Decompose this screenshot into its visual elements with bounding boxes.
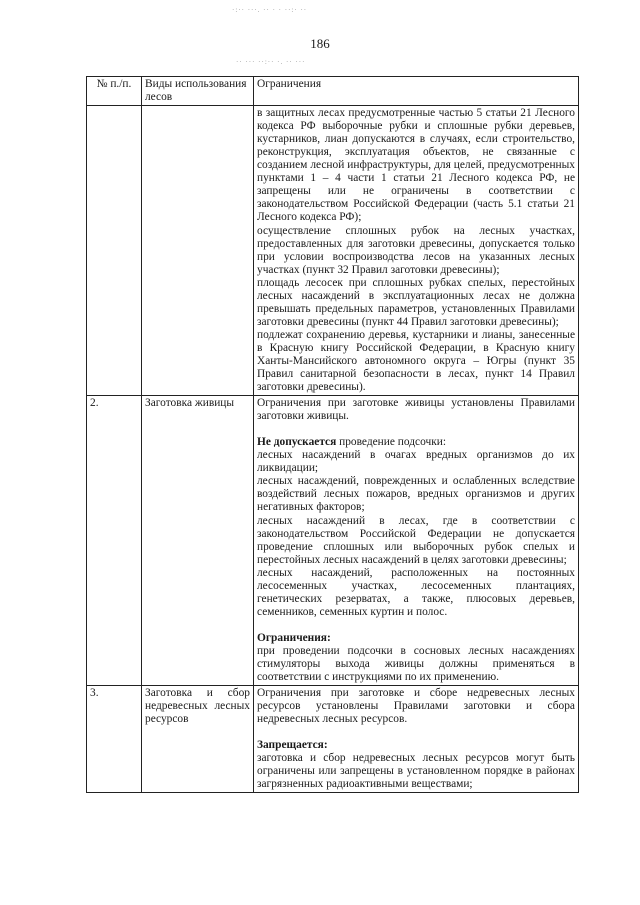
not-allowed-heading [257, 436, 575, 449]
row-restrictions [254, 396, 579, 686]
scan-noise: ·· ··· ··:·· ·. ·· ··· [236, 58, 306, 66]
row-number: 2. [87, 396, 142, 686]
restriction-paragraph: площадь лесосек при сплошных рубках спелых, перестойных лесных насаждений в эксплуатационных лесах не должна превышать предельных параметров, установленных Правилами заготовки древесины (пункт 44 Правил заготовки древесины); [257, 276, 575, 328]
table-row [87, 686, 579, 793]
table-row [87, 396, 579, 686]
header-restrictions: Ограничения [254, 77, 579, 106]
restriction-paragraph: осуществление сплошных рубок на лесных участках, предоставленных для заготовки древесины, допускается только при условии воспроизводства лесов на указанных лесных участках (пункт 32 Правил заготовки древесины); [257, 224, 575, 276]
table-row [87, 106, 579, 396]
row-number [87, 106, 142, 396]
scan-noise: ·:·· ···. ·· · · ··:· ·· [232, 6, 308, 14]
row-restrictions [254, 686, 579, 793]
restriction-intro: Ограничения при заготовке и сборе недревесных лесных ресурсов установлены Правилами заготовки и сбора недревесных лесных ресурсов. [257, 687, 575, 726]
restrictions-label: Ограничения: [257, 631, 331, 644]
not-allowed-label: Не допускается [257, 436, 337, 449]
row-usage-type: Заготовка живицы [142, 396, 254, 686]
restriction-paragraph: подлежат сохранению деревья, кустарники и лианы, занесенные в Красную книгу Российской Федерации, в Красную книгу Ханты-Мансийского автономного округа – Югры (пункт 35 Правил санитарной безопасности в лесах, пункт 14 Правил заготовки древесины). [257, 328, 575, 394]
header-number: № п./п. [87, 77, 142, 106]
table-header-row [87, 77, 579, 106]
restriction-item: лесных насаждений, расположенных на постоянных лесосеменных участках, лесосеменных плантациях, генетических резерватах, а также, плюсовых деревьев, семенников, семенных куртин и полос. [257, 566, 575, 618]
restrictions-text: при проведении подсочки в сосновых лесных насаждениях стимуляторы выхода живицы должны применяться в соответствии с инструкциями по их применению. [257, 644, 575, 684]
row-number: 3. [87, 686, 142, 793]
restriction-item: лесных насаждений, поврежденных и ослабленных вследствие воздействий лесных пожаров, вредных организмов и других негативных факторов; [257, 475, 575, 514]
restriction-item: лесных насаждений в лесах, где в соответствии с законодательством Российской Федерации не допускается проведение сплошных или выборочных рубок спелых и перестойных лесных насаждений в целях заготовки древесины; [257, 514, 575, 566]
restriction-paragraph: в защитных лесах предусмотренные частью 5 статьи 21 Лесного кодекса РФ выборочные рубки и сплошные рубки деревьев, кустарников, лиан допускаются в случаях, если строительство, реконструкция, эксплуатация объектов, не связанные с созданием лесной инфраструктуры, для целей, предусмотренных пунктами 1 – 4 части 1 статьи 21 Лесного кодекса РФ, не запрещены или не ограничены в соответствии с законодательством Российской Федерации (часть 5.1 статьи 21 Лесного кодекса РФ); [257, 107, 575, 224]
header-usage-type: Виды использования лесов [142, 77, 254, 106]
row-restrictions [254, 106, 579, 396]
row-usage-type: Заготовка и сбор недревесных лесных ресурсов [142, 686, 254, 793]
restriction-intro: Ограничения при заготовке живицы установлены Правилами заготовки живицы. [257, 397, 575, 423]
restriction-item: лесных насаждений в очагах вредных организмов до их ликвидации; [257, 449, 575, 475]
prohibited-label: Запрещается: [257, 739, 328, 752]
not-allowed-text: проведение подсочки: [336, 436, 447, 449]
prohibited-text: заготовка и сбор недревесных лесных ресурсов могут быть ограничены или запрещены в установленном порядке в районах загрязненных радиоактивными веществами; [257, 752, 575, 791]
page-number: 186 [310, 36, 330, 51]
row-usage-type [142, 106, 254, 396]
restrictions-table [86, 76, 579, 793]
